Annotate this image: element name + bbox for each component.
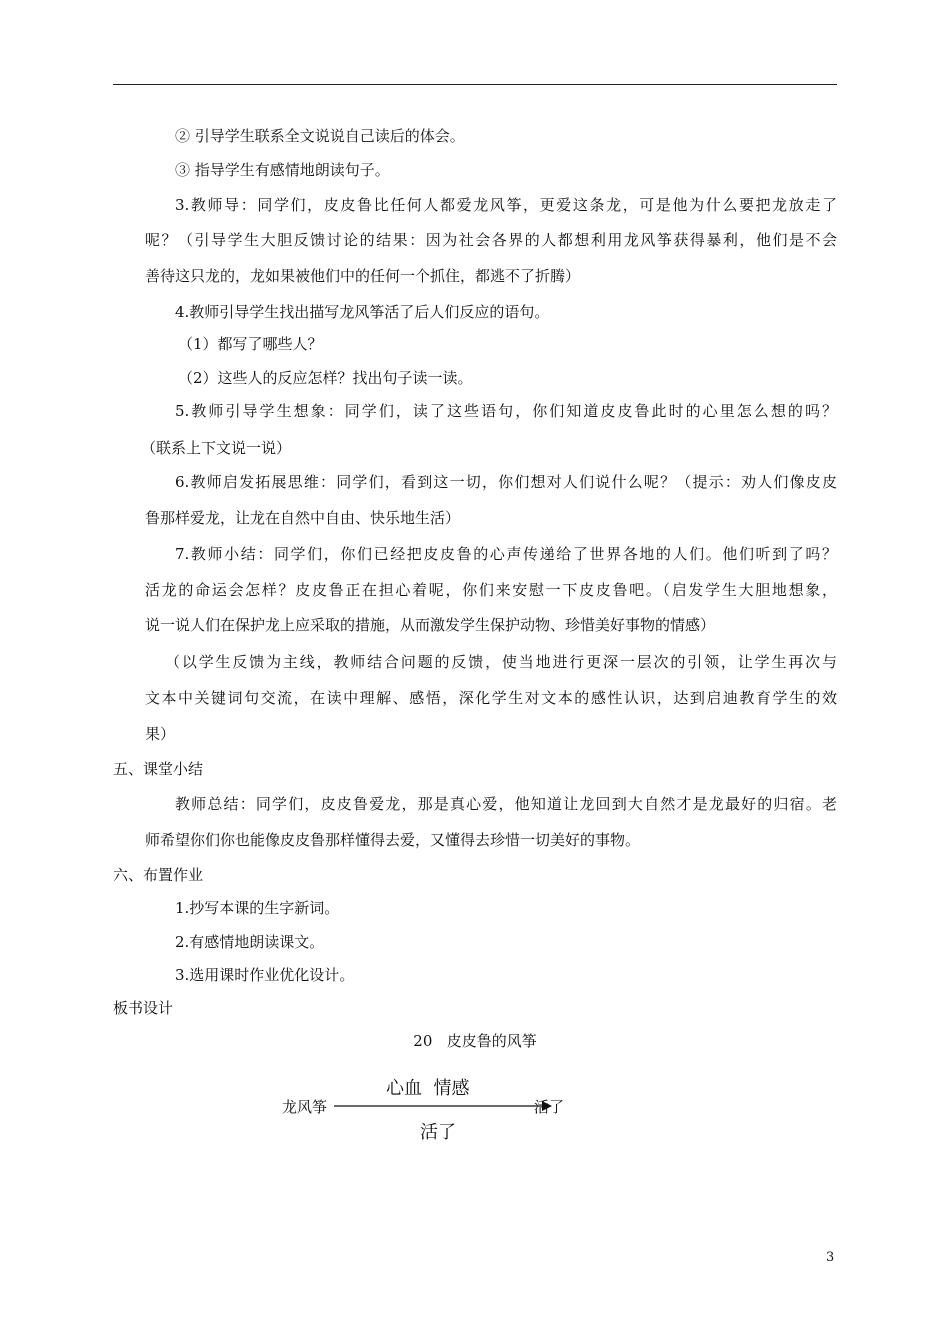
header-rule xyxy=(113,84,837,85)
text-line: （1）都写了哪些人？ xyxy=(178,335,323,353)
text-line: 6.教师启发拓展思维：同学们，看到这一切，你们想对人们说什么呢？（提示：劝人们像皮皮 xyxy=(175,473,837,491)
text-line: 鲁那样爱龙，让龙在自然中自由、快乐地生活） xyxy=(145,509,461,527)
text-line: 师希望你们你也能像皮皮鲁那样懂得去爱，又懂得去珍惜一切美好的事物。 xyxy=(145,831,641,849)
text-line: 教师总结：同学们，皮皮鲁爱龙，那是真心爱，他知道让龙回到大自然才是龙最好的归宿。老 xyxy=(175,795,837,813)
text-line: 7.教师小结：同学们，你们已经把皮皮鲁的心声传递给了世界各地的人们。他们听到了吗？ xyxy=(175,545,837,563)
text-line: 呢？（引导学生大胆反馈讨论的结果：因为社会各界的人都想利用龙风筝获得暴利，他们是不会 xyxy=(145,231,837,249)
board-top-label: 心血 情感 xyxy=(386,1078,470,1099)
text-line: 文本中关键词句交流，在读中理解、感悟，深化学生对文本的感性认识，达到启迪教育学生的效 xyxy=(145,689,837,707)
text-line: （联系上下文说一说） xyxy=(141,439,292,457)
text-line: ③ 指导学生有感情地朗读句子。 xyxy=(175,161,390,179)
board-title: 20 皮皮鲁的风筝 xyxy=(413,1032,537,1050)
text-line: ② 引导学生联系全文说说自己读后的体会。 xyxy=(175,127,465,145)
text-line: 3.教师导：同学们，皮皮鲁比任何人都爱龙风筝，更爱这条龙，可是他为什么要把龙放走了 xyxy=(175,196,837,214)
text-line: 4.教师引导学生找出描写龙风筝活了后人们反应的语句。 xyxy=(175,303,550,321)
text-line: 说一说人们在保护龙上应采取的措施，从而激发学生保护动物、珍惜美好事物的情感） xyxy=(145,616,716,634)
board-right-label: 活了 xyxy=(534,1098,565,1116)
section-heading: 六、布置作业 xyxy=(113,866,204,884)
text-line: 5.教师引导学生想象：同学们，读了这些语句，你们知道皮皮鲁此时的心里怎么想的吗？ xyxy=(175,402,837,420)
text-line: 善待这只龙的，龙如果被他们中的任何一个抓住，都逃不了折腾） xyxy=(145,267,581,285)
board-left-label: 龙风筝 xyxy=(282,1098,328,1116)
text-line: 活龙的命运会怎样？皮皮鲁正在担心着呢，你们来安慰一下皮皮鲁吧。（启发学生大胆地想象， xyxy=(145,581,837,599)
text-line: 3.选用课时作业优化设计。 xyxy=(175,966,355,984)
text-line: 1.抄写本课的生字新词。 xyxy=(175,899,340,917)
board-diagram xyxy=(270,1068,600,1148)
text-line: （2）这些人的反应怎样？找出句子读一读。 xyxy=(178,369,473,387)
board-bottom-label: 活了 xyxy=(420,1122,456,1143)
text-line: （以学生反馈为主线，教师结合问题的反馈，使当地进行更深一层次的引领，让学生再次与 xyxy=(165,653,837,671)
page-number: 3 xyxy=(826,1250,835,1265)
arrow-icon xyxy=(334,1098,554,1114)
text-line: 2.有感情地朗读课文。 xyxy=(175,933,325,951)
section-heading: 板书设计 xyxy=(113,999,174,1017)
text-line: 果） xyxy=(145,725,176,743)
section-heading: 五、课堂小结 xyxy=(113,760,204,778)
